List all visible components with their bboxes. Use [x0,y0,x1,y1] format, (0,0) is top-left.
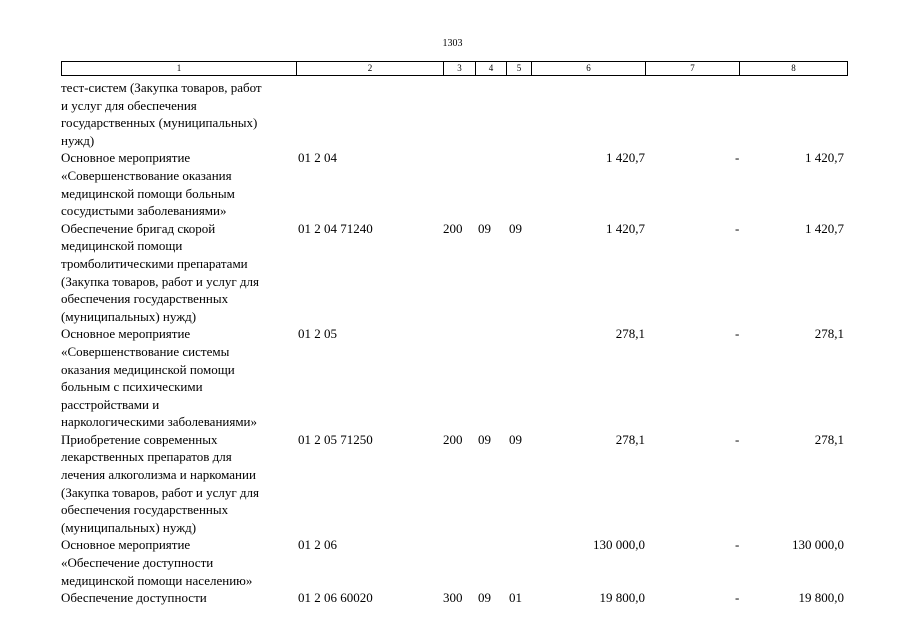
row-col-6: 130 000,0 [593,537,645,553]
row-name: Основное мероприятие «Обеспечение доступности медицинской помощи населению» [61,537,253,588]
row-col-4: 09 [478,220,491,236]
row-name: тест-систем (Закупка товаров, работ и услуг для обеспечения государственных (муниципальных) нужд) [61,80,262,148]
column-header-1: 1 [62,62,297,76]
row-col-5: 01 [509,590,522,606]
row-col-6: 1 420,7 [606,220,645,236]
row-col-3: 200 [443,431,463,447]
budget-rows [61,79,851,607]
row-code: 01 2 04 71240 [298,220,373,236]
table-row [61,220,851,326]
row-col-7: - [735,537,740,553]
row-name: Обеспечение доступности [61,590,207,606]
table-row [61,431,851,537]
row-col-3: 200 [443,220,463,236]
row-name: Основное мероприятие «Совершенствование системы оказания медицинской помощи больным с психическими расстройствами и наркологическими заболеваниями» [61,326,258,430]
table-row [61,79,851,149]
row-code: 01 2 06 [298,537,337,553]
column-header-table [61,61,848,76]
row-name: Приобретение современных лекарственных препаратов для лечения алкоголизма и наркомании (Закупка товаров, работ и услуг для обеспечения государственных (муниципальных) нужд) [61,431,259,535]
row-name: Основное мероприятие «Совершенствование оказания медицинской помощи больным сосудистыми заболеваниями» [61,150,235,219]
column-header-4: 4 [476,62,507,76]
row-col-7: - [735,431,740,447]
column-header-2: 2 [297,62,444,76]
row-col-6: 278,1 [615,326,645,342]
row-name: Обеспечение бригад скорой медицинской помощи тромболитическими препаратами (Закупка товаров, работ и услуг для обеспечения государственных (муниципальных) нужд) [61,220,259,324]
row-col-8: 1 420,7 [805,150,844,166]
row-col-5: 09 [509,431,522,447]
table-row [61,149,851,219]
row-col-7: - [735,220,740,236]
row-col-8: 278,1 [814,326,844,342]
row-code: 01 2 05 71250 [298,431,373,447]
column-header-8: 8 [740,62,848,76]
column-header-3: 3 [444,62,476,76]
column-header-6: 6 [532,62,646,76]
table-row [61,536,851,589]
row-code: 01 2 05 [298,326,337,342]
row-col-4: 09 [478,590,491,606]
column-header-5: 5 [507,62,532,76]
column-header-row [62,62,848,76]
row-col-8: 19 800,0 [798,590,844,606]
row-col-6: 278,1 [615,431,645,447]
row-code: 01 2 04 [298,150,337,166]
table-row [61,589,851,607]
row-col-7: - [735,590,740,606]
table-row [61,325,851,431]
row-code: 01 2 06 60020 [298,590,373,606]
row-col-3: 300 [443,590,463,606]
row-col-6: 19 800,0 [599,590,645,606]
row-col-6: 1 420,7 [606,150,645,166]
page-number: 1303 [442,38,463,49]
row-col-7: - [735,150,740,166]
row-col-5: 09 [509,220,522,236]
row-col-7: - [735,326,740,342]
row-col-8: 278,1 [814,431,844,447]
row-col-8: 1 420,7 [805,220,844,236]
row-col-8: 130 000,0 [792,537,844,553]
row-col-4: 09 [478,431,491,447]
column-header-7: 7 [646,62,740,76]
